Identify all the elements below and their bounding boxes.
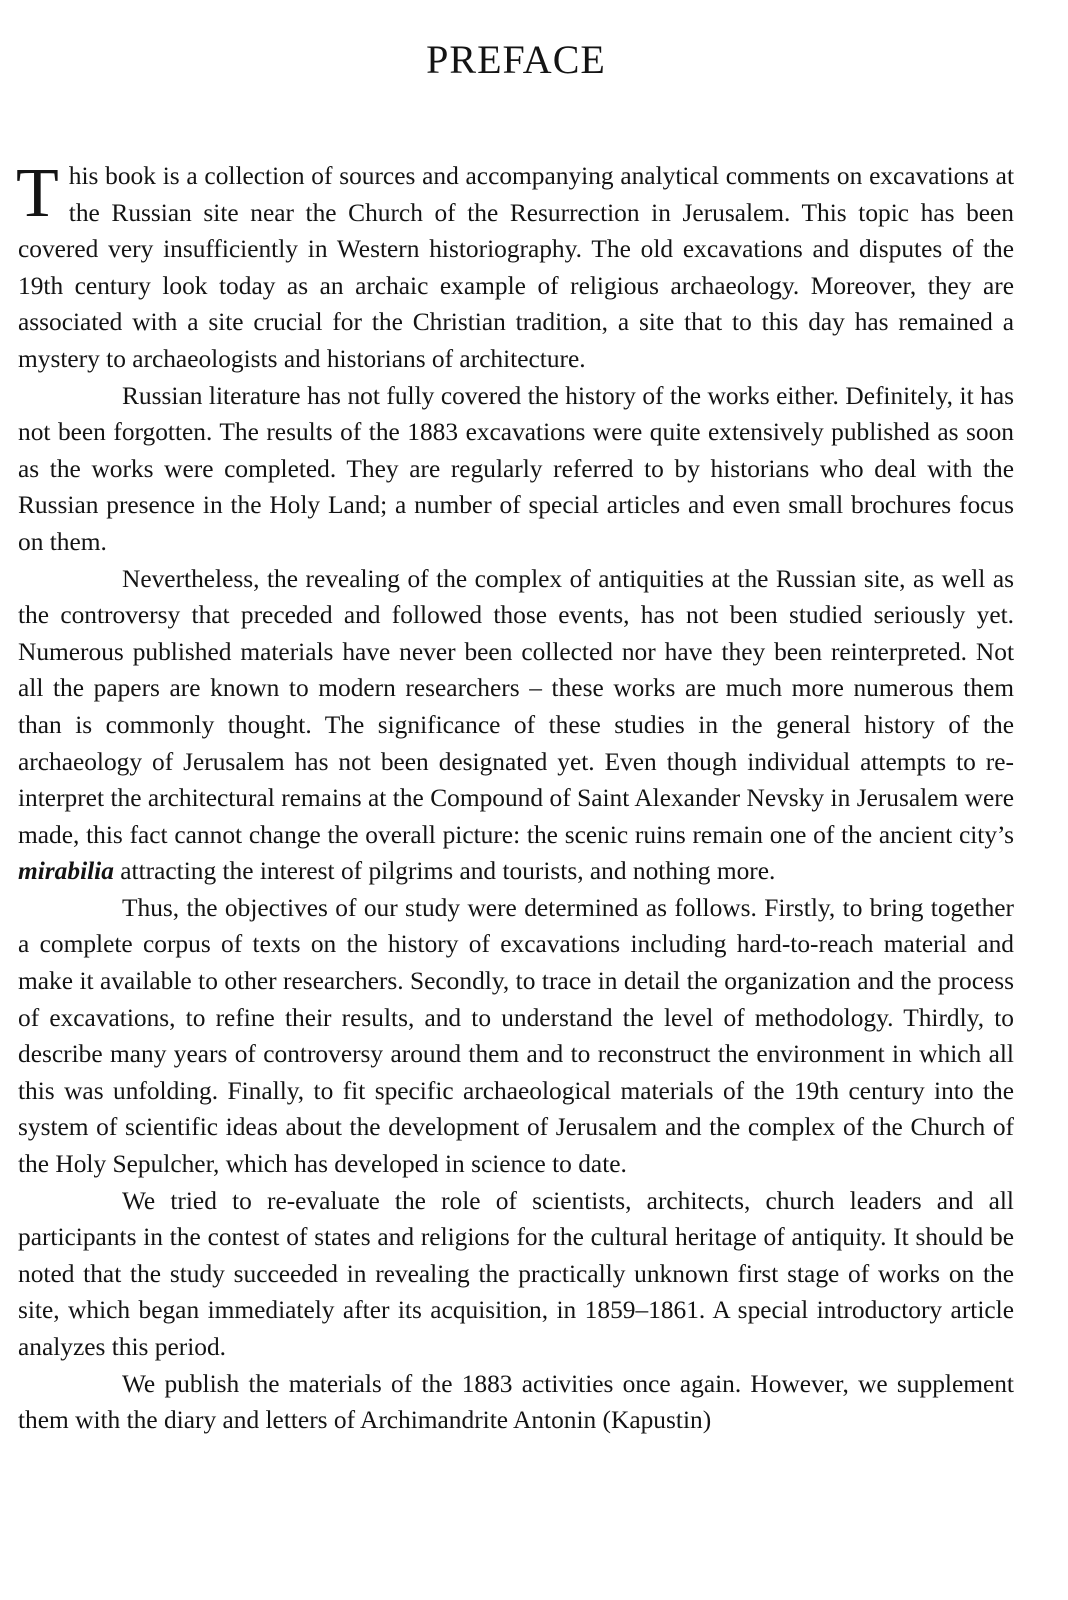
- paragraph-3-text-after: attracting the interest of pilgrims and tourists, and nothing more.: [113, 857, 776, 886]
- paragraph-6: We publish the materials of the 1883 activities once again. However, we supplement them with the diary and letters of Archimandrite Antonin (Kapustin): [18, 1369, 1014, 1435]
- mirabilia-emphasis: mirabilia: [18, 857, 114, 886]
- paragraph-1: [16, 155, 1014, 378]
- paragraph-3-text-before: Nevertheless, the revealing of the complex of antiquities at the Russian site, as well as the controversy that preceded and followed those events, has not been studied seriously yet. Numerous published materials have never been collected nor have they been reinterpreted. Not all the papers are known to modern researchers – these works are much more numerous them than is commonly thought. The significance of these studies in the general history of the archaeology of Jerusalem has not been designated yet. Even though individual attempts to re-interpret the architectural remains at the Compound of Saint Alexander Nevsky in Jerusalem were made, this fact cannot change the overall picture: the scenic ruins remain one of the ancient city’s: [18, 564, 1014, 849]
- preface-body: [16, 155, 1014, 1439]
- paragraph-2: Russian literature has not fully covered the history of the works either. Definitely, it has not been forgotten. The results of the 1883 excavations were quite extensively published as soon as the works were completed. They are regularly referred to by historians who deal with the Russian presence in the Holy Land; a number of special articles and even small brochures focus on them.: [18, 381, 1014, 556]
- drop-cap: T: [16, 155, 59, 232]
- paragraph-3: [18, 561, 1014, 890]
- paragraph-5: We tried to re-evaluate the role of scientists, architects, church leaders and all participants in the contest of states and religions for the cultural heritage of antiquity. It should be noted that the study succeeded in revealing the practically unknown first stage of works on the site, which began immediately after its acquisition, in 1859–1861. A special introductory article analyzes this period.: [18, 1186, 1014, 1361]
- paragraph-1-text: his book is a collection of sources and accompanying analytical comments on excavations at the Russian site near the Church of the Resurrection in Jerusalem. This topic has been covered very insufficiently in Western historiography. The old excavations and disputes of the 19th century look today as an archaic example of religious archaeology. Moreover, they are associated with a site crucial for the Christian tradition, a site that to this day has remained a mystery to archaeologists and historians of architecture.: [18, 162, 1014, 373]
- page: [18, 0, 1014, 1439]
- paragraph-4: Thus, the objectives of our study were determined as follows. Firstly, to bring together a complete corpus of texts on the history of excavations including hard-to-reach material and make it available to other researchers. Secondly, to trace in detail the organization and the process of excavations, to refine their results, and to understand the level of methodology. Thirdly, to describe many years of controversy around them and to reconstruct the environment in which all this was unfolding. Finally, to fit specific archaeological materials of the 19th century into the system of scientific ideas about the development of Jerusalem and the complex of the Church of the Holy Sepulcher, which has developed in science to date.: [18, 893, 1014, 1179]
- page-title: PREFACE: [426, 37, 606, 82]
